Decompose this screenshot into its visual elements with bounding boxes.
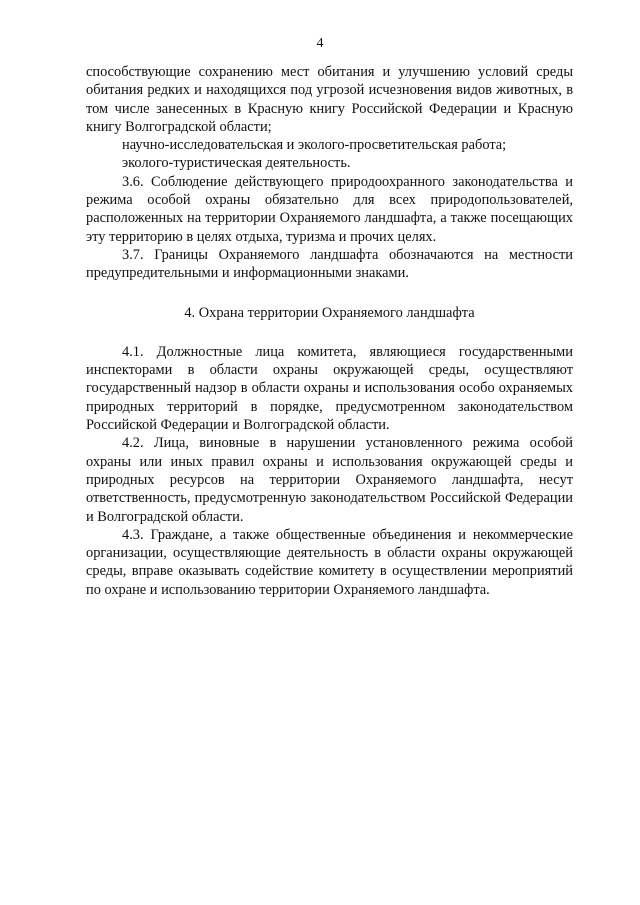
paragraph-3-7: 3.7. Границы Охраняемого ландшафта обозначаются на местности предупредительными и информационными знаками. xyxy=(86,246,573,282)
paragraph-continuation: способствующие сохранению мест обитания и улучшению условий среды обитания редких и находящихся под угрозой исчезновения видов животных, в том числе занесенных в Красную книгу Российской Федерации и Красную книгу Волгоградской области; xyxy=(86,64,573,135)
paragraph-3-6: 3.6. Соблюдение действующего природоохранного законодательства и режима особой охраны обязательно для всех природопользователей, расположенных на территории Охраняемого ландшафта, а также посещающих эту территорию в целях отдыха, туризма и прочих целях. xyxy=(86,173,573,245)
section-heading: 4. Охрана территории Охраняемого ландшафта xyxy=(184,304,475,321)
paragraph-4-3: 4.3. Граждане, а также общественные объединения и некоммерческие организации, осуществляющие деятельность в области охраны окружающей среды, вправе оказывать содействие комитету в осуществлении мероприятий по охране и использованию территории Охраняемого ландшафта. xyxy=(86,526,573,598)
page-number: 4 xyxy=(316,36,324,51)
paragraph-research: научно-исследовательская и эколого-просветительская работа; xyxy=(122,137,507,154)
paragraph-4-1: 4.1. Должностные лица комитета, являющиеся государственными инспекторами в области охраны окружающей среды, осуществляют государственный надзор в области охраны и использования особо охраняемых природных территорий в порядке, предусмотренном законодательством Российской Федерации и Волгоградской области. xyxy=(86,343,573,434)
paragraph-4-2: 4.2. Лица, виновные в нарушении установленного режима особой охраны или иных правил охраны и использования окружающей среды и природных ресурсов на территории Охраняемого ландшафта, несут ответственность, предусмотренную законодательством Российской Федерации и Волгоградской области. xyxy=(86,435,573,525)
paragraph-tourism: эколого-туристическая деятельность. xyxy=(122,155,351,172)
document-body xyxy=(86,63,573,599)
